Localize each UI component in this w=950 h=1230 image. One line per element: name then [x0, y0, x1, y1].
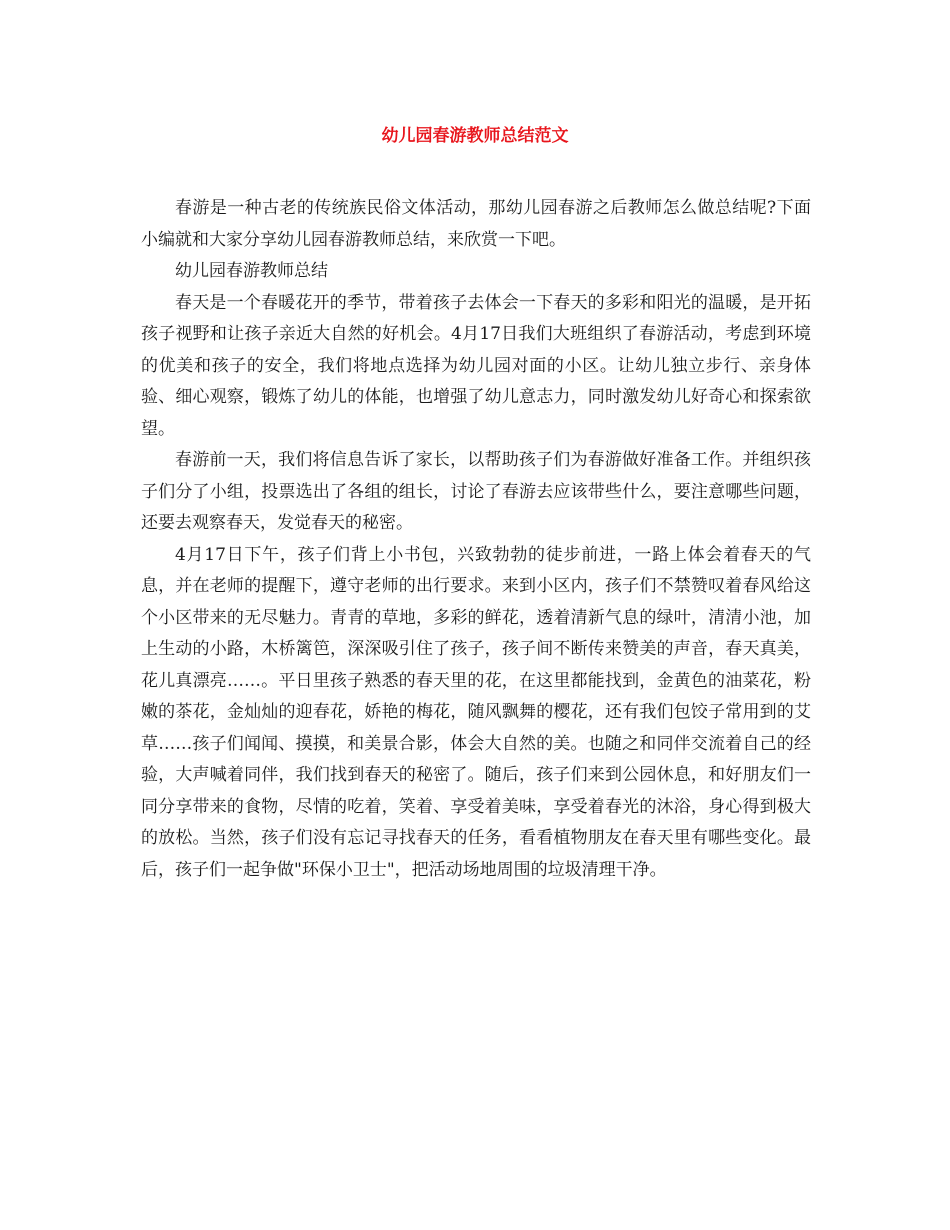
paragraph-preparation: 春游前一天，我们将信息告诉了家长，以帮助孩子们为春游做好准备工作。并组织孩子们分了小组，投票选出了各组的组长，讨论了春游去应该带些什么，要注意哪些问题，还要去观察春天，发觉春天的秘密。 [141, 450, 811, 533]
paragraph-spring: 春天是一个春暖花开的季节，带着孩子去体会一下春天的多彩和阳光的温暖，是开拓孩子视野和让孩子亲近大自然的好机会。4月17日我们大班组织了春游活动，考虑到环境的优美和孩子的安全，我们将地点选择为幼儿园对面的小区。让幼儿独立步行、亲身体验、细心观察，锻炼了幼儿的体能，也增强了幼儿意志力，同时激发幼儿好奇心和探索欲望。 [141, 292, 811, 439]
document-title: 幼儿园春游教师总结范文 [381, 126, 569, 146]
paragraph-outing: 4月17日下午，孩子们背上小书包，兴致勃勃的徒步前进，一路上体会着春天的气息，并在老师的提醒下，遵守老师的出行要求。来到小区内，孩子们不禁赞叹着春风给这个小区带来的无尽魅力。青青的草地，多彩的鲜花，透着清新气息的绿叶，清清小池，加上生动的小路，木桥篱笆，深深吸引住了孩子，孩子间不断传来赞美的声音，春天真美，花儿真漂亮……。平日里孩子熟悉的春天里的花，在这里都能找到，金黄色的油菜花，粉嫩的茶花，金灿灿的迎春花，娇艳的梅花，随风飘舞的樱花，还有我们包饺子常用到的艾草……孩子们闻闻、摸摸，和美景合影，体会大自然的美。也随之和同伴交流着自己的经验，大声喊着同伴，我们找到春天的秘密了。随后，孩子们来到公园休息，和好朋友们一同分享带来的食物，尽情的吃着，笑着、享受着美味，享受着春光的沐浴，身心得到极大的放松。当然，孩子们没有忘记寻找春天的任务，看看植物朋友在春天里有哪些变化。最后，孩子们一起争做"环保小卫士"，把活动场地周围的垃圾清理干净。 [141, 544, 811, 880]
paragraph-intro: 春游是一种古老的传统族民俗文体活动，那幼儿园春游之后教师怎么做总结呢?下面小编就和大家分享幼儿园春游教师总结，来欣赏一下吧。 [141, 198, 811, 250]
document-body [141, 193, 811, 886]
paragraph-subheading: 幼儿园春游教师总结 [175, 261, 328, 281]
